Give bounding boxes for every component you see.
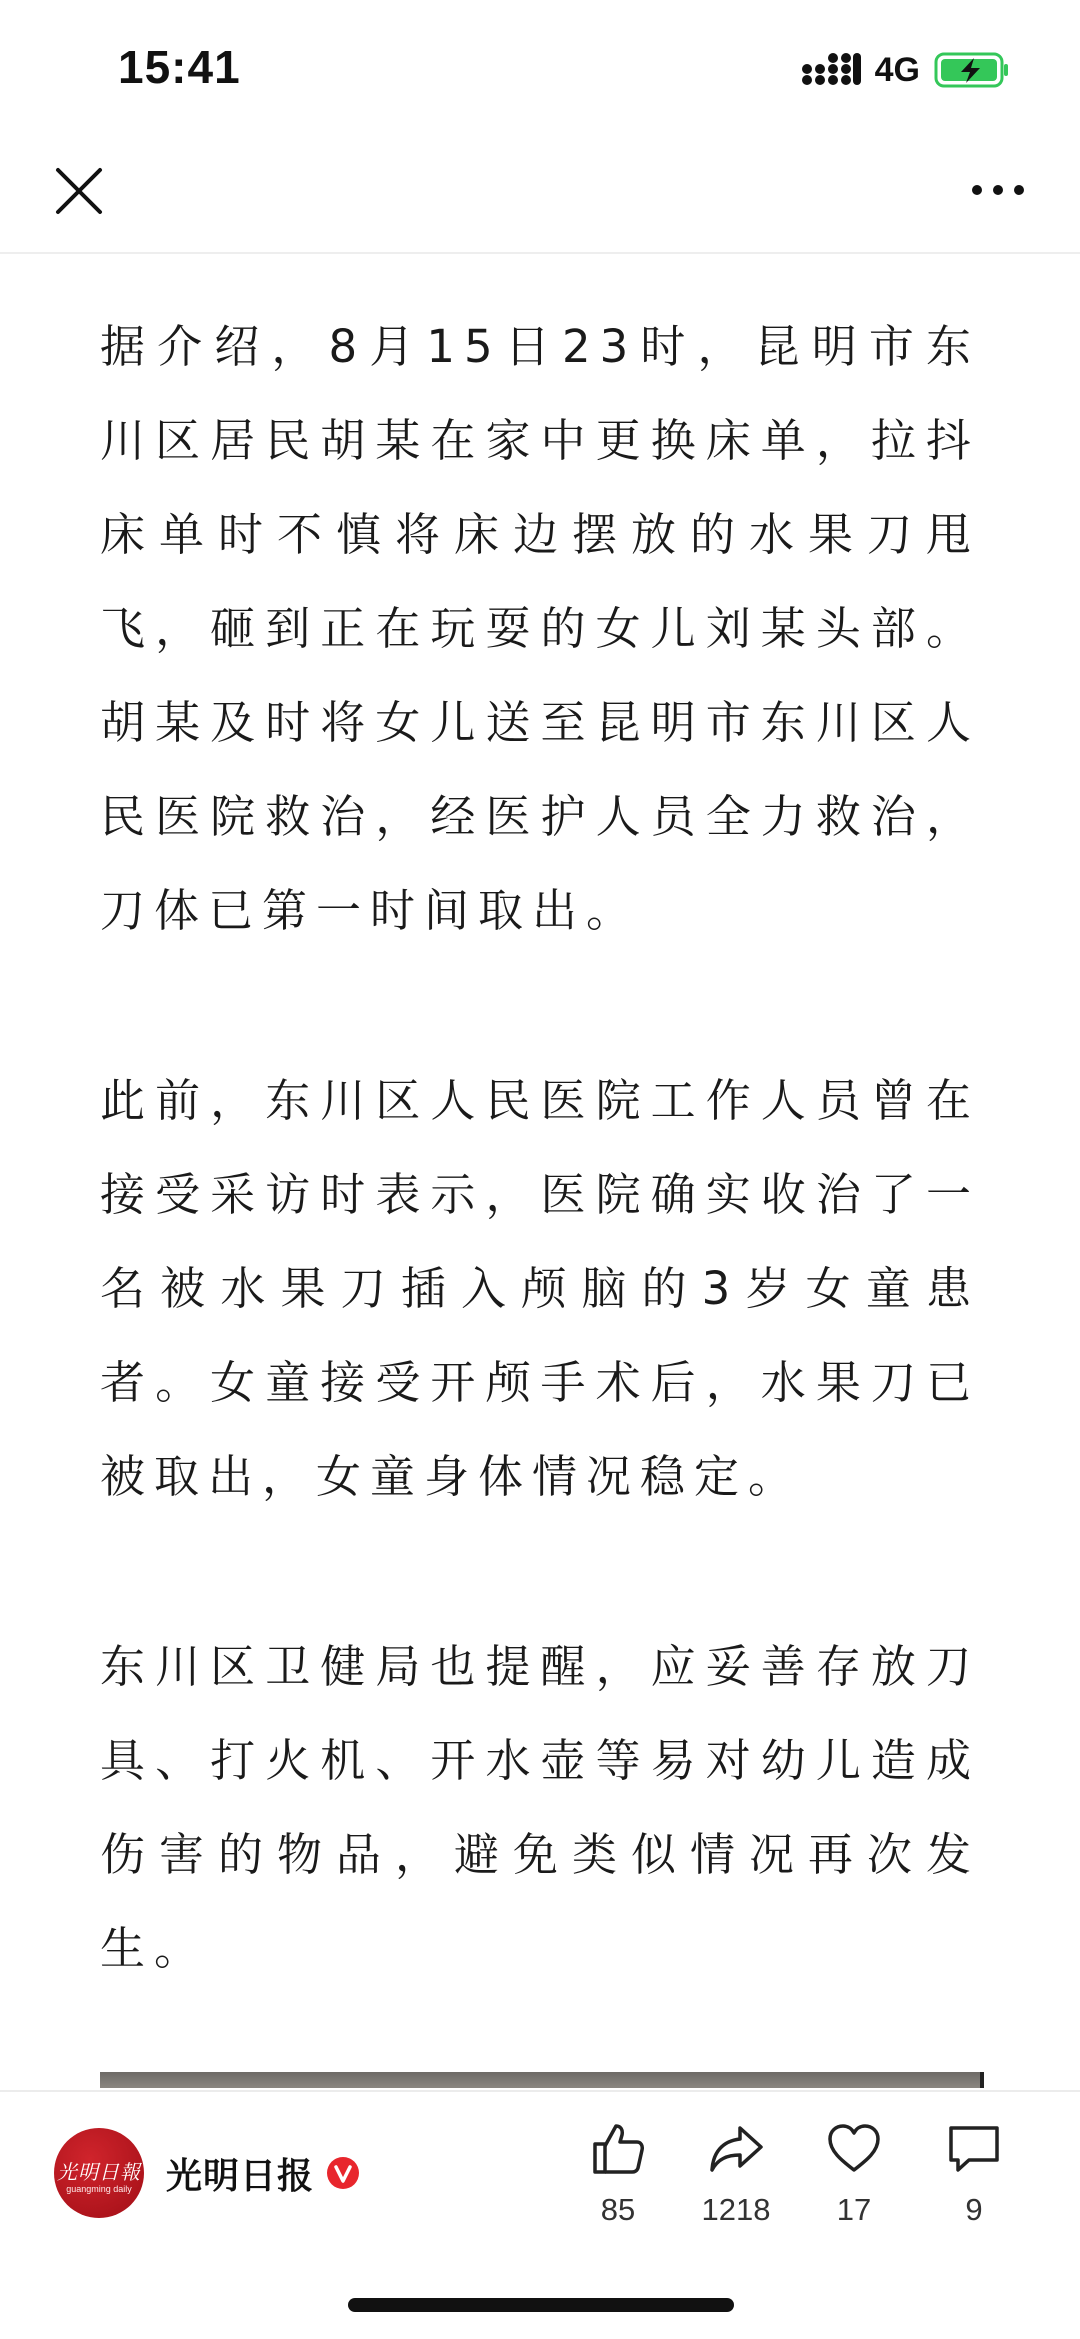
comment-button[interactable]: [914, 2120, 1034, 2228]
article-body: [100, 300, 980, 2092]
status-indicators: [801, 50, 1010, 90]
home-indicator[interactable]: [348, 2298, 734, 2312]
avatar-logo-text: 光明日報: [57, 2160, 141, 2184]
comment-count: 9: [965, 2192, 983, 2227]
favorite-button[interactable]: [794, 2120, 914, 2228]
battery-charging-icon: [934, 51, 1010, 89]
signal-icon: [801, 52, 861, 88]
heart-icon: [825, 2120, 883, 2178]
favorite-count: 17: [836, 2192, 872, 2227]
thumbs-up-icon: [589, 2120, 647, 2178]
avatar-logo-subtext: guangming daily: [66, 2184, 132, 2194]
more-horizontal-icon[interactable]: [970, 180, 1026, 200]
close-icon[interactable]: [54, 166, 104, 216]
share-count: 1218: [701, 2192, 771, 2227]
share-button[interactable]: [676, 2120, 796, 2228]
like-count: 85: [600, 2192, 636, 2227]
comment-bubble-icon: [945, 2120, 1003, 2178]
network-label: 4G: [874, 50, 920, 89]
publisher-avatar[interactable]: [54, 2128, 144, 2218]
top-nav: [0, 140, 1080, 254]
article-paragraph: 东川区卫健局也提醒，应妥善存放刀具、打火机、开水壶等易对幼儿造成伤害的物品，避免类似情况再次发生。: [100, 1640, 980, 1975]
publisher-profile[interactable]: [54, 2128, 360, 2218]
publisher-name: 光明日报: [166, 2155, 315, 2197]
like-button[interactable]: [558, 2120, 678, 2228]
share-arrow-icon: [707, 2120, 765, 2178]
article-paragraph: 此前，东川区人民医院工作人员曾在接受采访时表示，医院确实收治了一名被水果刀插入颅脑的3岁女童患者。女童接受开颅手术后，水果刀已被取出，女童身体情况稳定。: [100, 1074, 980, 1503]
status-bar: [0, 0, 1080, 140]
article-paragraph: 据介绍，8月15日23时，昆明市东川区居民胡某在家中更换床单，拉抖床单时不慎将床边摆放的水果刀甩飞，砸到正在玩耍的女儿刘某头部。胡某及时将女儿送至昆明市东川区人民医院救治，经医护人员全力救治，刀体已第一时间取出。: [100, 320, 980, 937]
status-time: 15:41: [118, 41, 241, 93]
article-image-partial: [100, 2072, 984, 2088]
verified-badge-icon: [326, 2156, 360, 2190]
